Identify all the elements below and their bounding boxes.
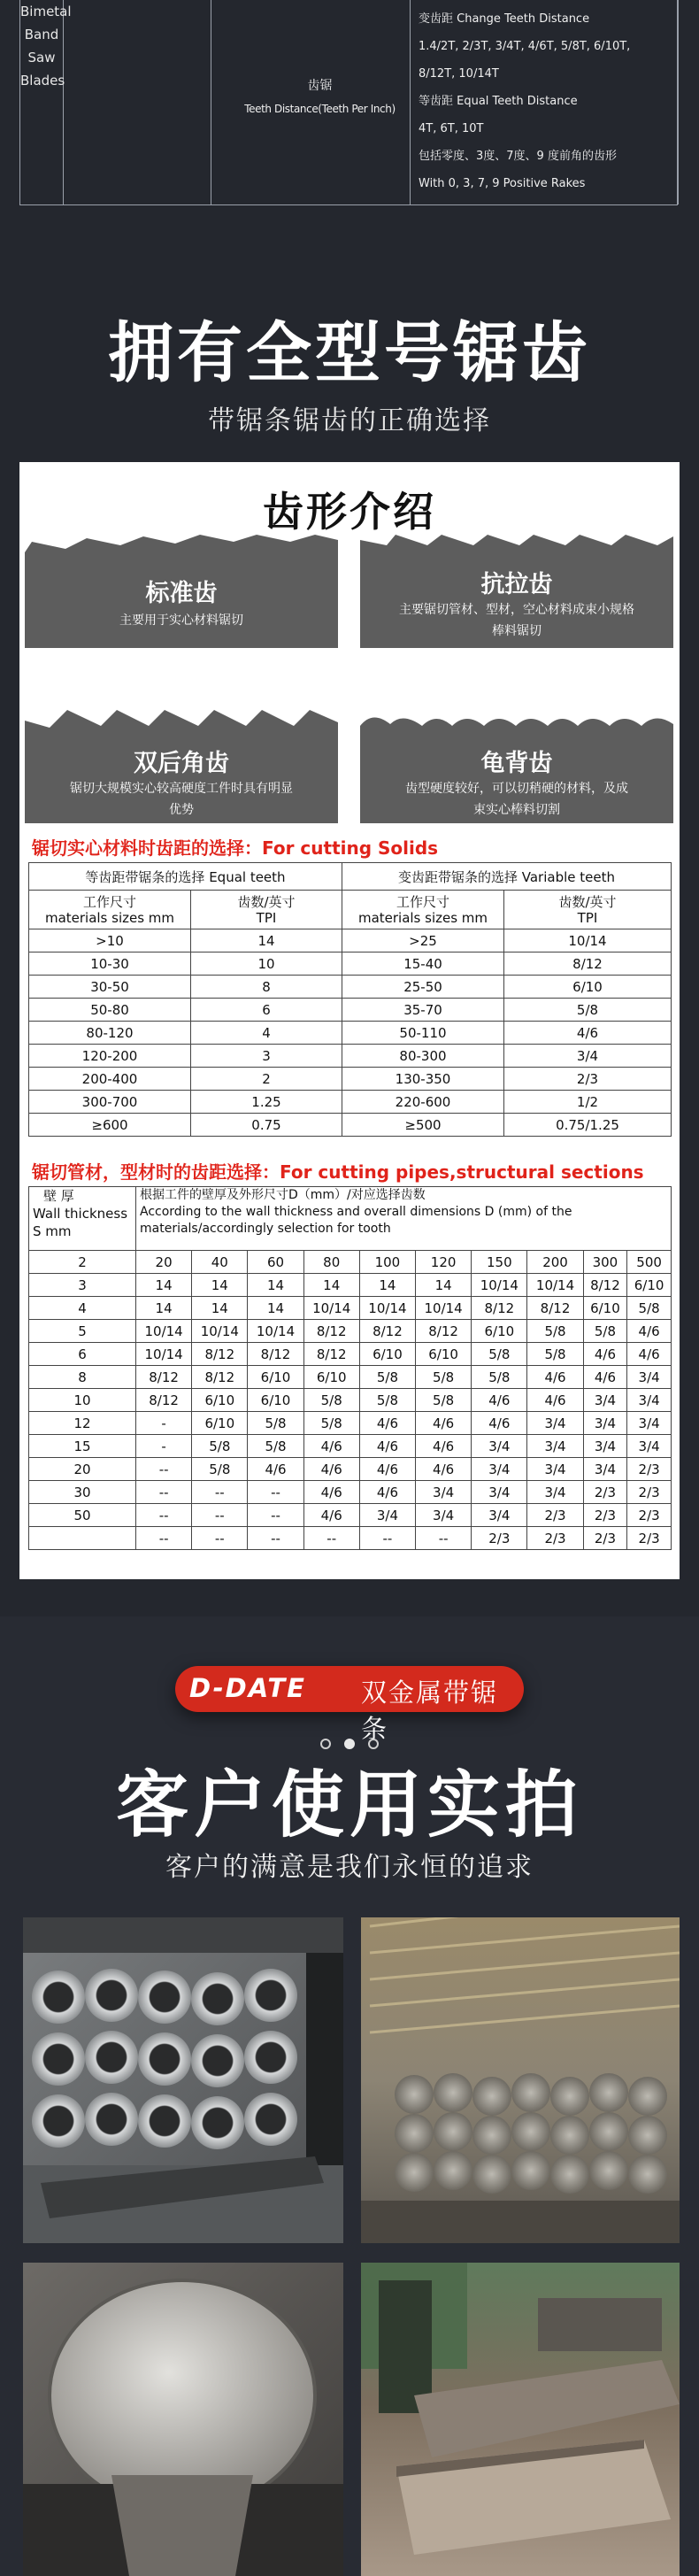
pipes-table-cell: 4/6	[359, 1412, 415, 1435]
pipes-table-cell: 2/3	[527, 1527, 583, 1550]
pipes-dimension-row	[29, 1251, 672, 1274]
photo-round-bar	[23, 2263, 343, 2576]
solids-table-cell: 10/14	[504, 929, 672, 953]
solids-table-cell: 0.75/1.25	[504, 1114, 672, 1137]
tooth-card-desc: 锯切大规模实心较高硬度工件时具有明显	[70, 782, 293, 796]
pipes-dimension-cell: 300	[583, 1251, 627, 1274]
pipes-table-cell: 5/8	[248, 1435, 303, 1458]
pipes-table-cell: 10/14	[527, 1274, 583, 1297]
pipes-table-cell: 4/6	[472, 1389, 527, 1412]
solids-table-cell: 8	[191, 976, 342, 999]
customer-photo-bars	[361, 1917, 680, 2243]
solids-table-row	[29, 1045, 672, 1068]
solids-table-cell: 80-300	[342, 1045, 504, 1068]
tooth-card-desc: 主要锯切管材、型材，空心材料成束小规格	[399, 603, 634, 617]
pipes-dimension-cell: 120	[416, 1251, 472, 1274]
wall-unit: S mm	[33, 1223, 72, 1239]
pipes-table-cell: 2/3	[627, 1527, 672, 1550]
spec-line: 1.4/2T, 2/3T, 3/4T, 4/6T, 5/8T, 6/10T,	[419, 40, 631, 53]
tooth-card-desc: 主要用于实心材料锯切	[119, 613, 243, 628]
pipes-table-cell: 8/12	[303, 1320, 359, 1343]
pipes-table-cell: 3/4	[583, 1435, 627, 1458]
pipes-table-cell: --	[192, 1527, 248, 1550]
panel-title: 齿形介绍	[263, 488, 436, 536]
pipes-table-cell: 4/6	[303, 1504, 359, 1527]
solids-heading: 锯切实心材料时齿距的选择：For cutting Solids	[32, 837, 439, 859]
pipes-table-cell: 8/12	[527, 1297, 583, 1320]
wall-cn: 壁 厚	[43, 1188, 74, 1204]
pipes-table-row	[29, 1297, 672, 1320]
tooth-card-title: 双后角齿	[134, 750, 229, 777]
pipes-table-cell: 4/6	[416, 1412, 472, 1435]
col-size-header	[342, 891, 504, 929]
pipes-table-cell: 5/8	[416, 1389, 472, 1412]
pipes-table-cell: 14	[248, 1274, 303, 1297]
pipes-table-cell: 14	[416, 1274, 472, 1297]
pipes-dimension-cell: 500	[627, 1251, 672, 1274]
tooth-card-double-relief	[25, 708, 338, 823]
pipes-wall-cell: 15	[29, 1435, 136, 1458]
solids-table-body	[29, 929, 672, 1137]
solids-table-cell: 1.25	[191, 1091, 342, 1114]
pipes-table-cell: 2/3	[627, 1481, 672, 1504]
pipes-table-row	[29, 1274, 672, 1297]
tooth-card-desc: 优势	[169, 803, 194, 817]
pipes-table-cell: --	[192, 1481, 248, 1504]
pipes-dimension-cell: 60	[248, 1251, 303, 1274]
brand-badge-logo: D-DATE	[189, 1673, 306, 1703]
solids-table-cell: 8/12	[504, 953, 672, 976]
pipes-table-cell: 2/3	[472, 1527, 527, 1550]
solids-table-cell: ≥600	[29, 1114, 191, 1137]
solids-table-cell: 80-120	[29, 1022, 191, 1045]
spec-line: 4T, 6T, 10T	[419, 122, 484, 135]
solids-table-cell: 300-700	[29, 1091, 191, 1114]
col-tpi-header	[504, 891, 672, 929]
carousel-dot-3[interactable]	[368, 1739, 379, 1749]
solids-table-cell: 35-70	[342, 999, 504, 1022]
solids-table-cell: 4/6	[504, 1022, 672, 1045]
pipes-table-cell: 6/10	[303, 1366, 359, 1389]
pipes-table-cell: 8/12	[472, 1297, 527, 1320]
pipes-table-cell: 6/10	[583, 1297, 627, 1320]
pipes-table-cell: 3/4	[627, 1366, 672, 1389]
solids-table-row	[29, 1022, 672, 1045]
pipes-dimension-cell: 40	[192, 1251, 248, 1274]
solids-table-cell: 200-400	[29, 1068, 191, 1091]
pipes-table-cell: 5/8	[303, 1412, 359, 1435]
pipes-table-cell: 8/12	[136, 1366, 192, 1389]
pipes-wall-cell: 50	[29, 1504, 136, 1527]
pipes-wall-cell: 30	[29, 1481, 136, 1504]
pipes-table-cell: -	[136, 1435, 192, 1458]
tooth-card-desc: 棒料锯切	[492, 624, 542, 638]
pipes-table-cell: 5/8	[359, 1366, 415, 1389]
pipes-table-cell: 6/10	[192, 1389, 248, 1412]
solids-table-cell: >10	[29, 929, 191, 953]
photo-pipe-bundle	[23, 1917, 343, 2243]
pipes-table-cell: 5/8	[416, 1366, 472, 1389]
solids-table-cell: 2	[191, 1068, 342, 1091]
pipes-table-cell: 6/10	[248, 1366, 303, 1389]
dimension-description	[136, 1187, 672, 1251]
col-tpi-cn: 齿数/英寸	[237, 893, 296, 910]
solids-table-row	[29, 999, 672, 1022]
pipes-table-cell: 8/12	[359, 1320, 415, 1343]
tooth-card-title: 标准齿	[145, 580, 218, 607]
spec-detail-lines	[419, 5, 684, 197]
pipes-table-cell: 2/3	[627, 1504, 672, 1527]
headline-title: 拥有全型号锯齿	[108, 315, 591, 391]
col-tpi-en: TPI	[256, 909, 277, 926]
pipes-table-cell: 2/3	[527, 1504, 583, 1527]
pipes-table-cell: 4/6	[472, 1412, 527, 1435]
pipes-table-cell: 5/8	[627, 1297, 672, 1320]
solids-table-cell: 130-350	[342, 1068, 504, 1091]
spec-divider	[63, 0, 64, 204]
pipes-table-cell: 4/6	[416, 1458, 472, 1481]
pipes-table-cell: 14	[359, 1274, 415, 1297]
pipes-table-cell: --	[303, 1527, 359, 1550]
pipes-table-cell: 14	[136, 1297, 192, 1320]
pipes-table-cell: --	[416, 1527, 472, 1550]
pipes-table-cell: 10/14	[416, 1297, 472, 1320]
solids-table-cell: >25	[342, 929, 504, 953]
solids-table-cell: 15-40	[342, 953, 504, 976]
pipes-table-cell: 8/12	[192, 1366, 248, 1389]
pipes-table-cell: 3/4	[627, 1435, 672, 1458]
pipes-table-body	[29, 1251, 672, 1550]
col-size-en: materials sizes mm	[357, 909, 488, 926]
pipes-table-cell: 3/4	[627, 1412, 672, 1435]
pipes-wall-cell: 5	[29, 1320, 136, 1343]
pipes-table-cell: 14	[192, 1274, 248, 1297]
desc-en-2: materials/accordingly selection for tooth	[140, 1222, 391, 1236]
pipes-table-cell: 6/10	[416, 1343, 472, 1366]
pipes-table-row	[29, 1458, 672, 1481]
pipes-table-cell: 10/14	[248, 1320, 303, 1343]
col-tpi-cn: 齿数/英寸	[558, 893, 617, 910]
wall-thickness-header	[29, 1187, 136, 1251]
tooth-card-title: 龟背齿	[480, 750, 553, 777]
solids-table-cell: 14	[191, 929, 342, 953]
solids-table-cell: 6	[191, 999, 342, 1022]
pipes-wall-cell: 8	[29, 1366, 136, 1389]
solids-table-cell: 4	[191, 1022, 342, 1045]
solids-table-cell: 3	[191, 1045, 342, 1068]
pipes-table-cell: 5/8	[192, 1458, 248, 1481]
pipes-table-cell: 10/14	[303, 1297, 359, 1320]
pipes-table-cell: --	[192, 1504, 248, 1527]
pipes-table-cell: 10/14	[192, 1320, 248, 1343]
carousel-dot-2-active[interactable]	[344, 1739, 355, 1749]
pipes-table-cell: 4/6	[583, 1366, 627, 1389]
pipes-table-cell: 8/12	[136, 1389, 192, 1412]
pipes-table-cell: 3/4	[527, 1458, 583, 1481]
pipes-table-cell: 4/6	[416, 1435, 472, 1458]
pipes-table-cell: 5/8	[472, 1343, 527, 1366]
pipes-table-cell: 4/6	[359, 1435, 415, 1458]
desc-en-1: According to the wall thickness and overall dimensions D (mm) of the	[140, 1205, 572, 1219]
pipes-table-row	[29, 1389, 672, 1412]
pipes-table-cell: 10/14	[359, 1297, 415, 1320]
pipes-table-cell: 6/10	[192, 1412, 248, 1435]
pipes-wall-cell: 10	[29, 1389, 136, 1412]
solids-table-cell: 120-200	[29, 1045, 191, 1068]
pipes-table-cell: 4/6	[627, 1320, 672, 1343]
pipes-table-cell: 4/6	[248, 1458, 303, 1481]
spec-name-cn: 齿锯	[307, 79, 333, 93]
spec-line: 等齿距 Equal Teeth Distance	[419, 95, 578, 108]
pipes-table-cell: 2/3	[583, 1481, 627, 1504]
pipes-table-cell: --	[136, 1458, 192, 1481]
pipes-table-cell: 3/4	[472, 1458, 527, 1481]
pipes-table-cell: 4/6	[583, 1343, 627, 1366]
pipes-table-cell: 8/12	[416, 1320, 472, 1343]
pipes-table-cell: 4/6	[527, 1389, 583, 1412]
pipes-table-cell: 5/8	[248, 1412, 303, 1435]
pipes-table-cell: 3/4	[472, 1435, 527, 1458]
pipes-table-cell: 6/10	[627, 1274, 672, 1297]
solids-table-cell: 50-80	[29, 999, 191, 1022]
equal-teeth-header: 等齿距带锯条的选择 Equal teeth	[29, 863, 342, 891]
pipes-table-row	[29, 1320, 672, 1343]
customer-photo-pipes	[23, 1917, 343, 2243]
variable-teeth-header: 变齿距带锯条的选择 Variable teeth	[342, 863, 672, 891]
pipes-table-cell: 5/8	[472, 1366, 527, 1389]
pipes-table-cell: 3/4	[583, 1458, 627, 1481]
pipes-wall-cell: 3	[29, 1274, 136, 1297]
pipes-wall-cell	[29, 1527, 136, 1550]
tooth-card-tensile	[360, 533, 673, 648]
pipes-table-cell: 3/4	[472, 1481, 527, 1504]
solids-table-row	[29, 1091, 672, 1114]
pipes-table-cell: 8/12	[583, 1274, 627, 1297]
pipes-table-cell: --	[248, 1504, 303, 1527]
pipes-table-cell: --	[359, 1527, 415, 1550]
pipes-table-cell: 4/6	[303, 1481, 359, 1504]
pipes-table-cell: 3/4	[359, 1504, 415, 1527]
spec-side-line: Band	[24, 27, 59, 42]
pipes-table-cell: 10/14	[136, 1320, 192, 1343]
solids-table-cell: 6/10	[504, 976, 672, 999]
pipes-table-cell: 3/4	[527, 1435, 583, 1458]
solids-table-row	[29, 929, 672, 953]
spec-line: 8/12T, 10/14T	[419, 67, 499, 81]
tooth-card-standard	[25, 533, 338, 648]
solids-table-cell: ≥500	[342, 1114, 504, 1137]
pipes-table-cell: --	[136, 1527, 192, 1550]
brand-badge-text: 双金属带锯条	[361, 1677, 499, 1744]
solids-table-row	[29, 1068, 672, 1091]
pipes-table-cell: 3/4	[527, 1481, 583, 1504]
pipes-table-cell: 8/12	[303, 1343, 359, 1366]
pipes-table-cell: -	[136, 1412, 192, 1435]
pipes-table-cell: 2/3	[583, 1504, 627, 1527]
pipes-table-cell: 3/4	[416, 1481, 472, 1504]
solids-table-cell: 50-110	[342, 1022, 504, 1045]
tooth-card-title: 抗拉齿	[480, 571, 553, 598]
pipes-table-cell: --	[136, 1481, 192, 1504]
solids-table-cell: 5/8	[504, 999, 672, 1022]
pipes-dimension-cell: 100	[359, 1251, 415, 1274]
spec-line: 变齿距 Change Teeth Distance	[419, 12, 590, 26]
tooth-card-desc: 齿型硬度较好，可以切稍硬的材料，及成	[405, 782, 628, 796]
carousel-dot-1[interactable]	[320, 1739, 331, 1749]
solids-table-cell: 220-600	[342, 1091, 504, 1114]
desc-cn: 根据工件的壁厚及外形尺寸D（mm）/对应选择齿数	[140, 1188, 426, 1202]
col-size-cn: 工作尺寸	[396, 893, 449, 910]
solids-table-cell: 1/2	[504, 1091, 672, 1114]
solids-table-cell: 10-30	[29, 953, 191, 976]
pipes-wall-cell: 20	[29, 1458, 136, 1481]
solids-table	[28, 862, 672, 1137]
spec-name-en: Teeth Distance(Teeth Per Inch)	[244, 103, 396, 115]
pipes-table-cell: 4/6	[359, 1481, 415, 1504]
pipes-wall-cell: 4	[29, 1297, 136, 1320]
pipes-table-row	[29, 1412, 672, 1435]
pipes-table-cell: 3/4	[583, 1389, 627, 1412]
pipes-table-cell: 10/14	[136, 1343, 192, 1366]
pipes-dimension-cell: 80	[303, 1251, 359, 1274]
customer-subtitle: 客户的满意是我们永恒的追求	[165, 1852, 534, 1883]
pipes-table-cell: 3/4	[472, 1504, 527, 1527]
pipes-table-row	[29, 1343, 672, 1366]
spec-line: 包括零度、3度、7度、9 度前角的齿形	[419, 150, 617, 163]
spec-table	[19, 0, 678, 205]
tooth-card-hump-back	[360, 708, 673, 823]
solids-table-row	[29, 1114, 672, 1137]
pipes-dimension-cell: 200	[527, 1251, 583, 1274]
customer-photo-round-cut	[23, 2263, 343, 2576]
pipes-table-cell: 4/6	[303, 1435, 359, 1458]
pipes-table-cell: 3/4	[416, 1504, 472, 1527]
pipes-table	[28, 1186, 672, 1550]
pipes-table-cell: 3/4	[583, 1412, 627, 1435]
pipes-table-cell: 6/10	[248, 1389, 303, 1412]
photo-workshop	[361, 2263, 680, 2576]
pipes-table-cell: 4/6	[527, 1366, 583, 1389]
spec-side-line: Blades	[20, 73, 65, 89]
pipes-table-cell: 4/6	[627, 1343, 672, 1366]
brand-badge	[175, 1666, 524, 1744]
pipes-table-row	[29, 1527, 672, 1550]
pipes-table-cell: --	[248, 1527, 303, 1550]
spec-side-line: Bimetal	[20, 4, 72, 19]
pipes-dimension-cell: 2	[29, 1251, 136, 1274]
pipes-table-cell: --	[136, 1504, 192, 1527]
pipes-dimension-cell: 20	[136, 1251, 192, 1274]
spec-side-line: Saw	[27, 50, 56, 66]
tooth-card-desc: 束实心棒料切割	[473, 803, 560, 817]
solids-table-row	[29, 953, 672, 976]
spec-line: With 0, 3, 7, 9 Positive Rakes	[419, 177, 586, 190]
pipes-table-cell: 14	[192, 1297, 248, 1320]
headline-subtitle: 带锯条锯齿的正确选择	[208, 405, 491, 436]
solids-table-cell: 30-50	[29, 976, 191, 999]
pipes-dimension-cell: 150	[472, 1251, 527, 1274]
col-size-en: materials sizes mm	[44, 909, 175, 926]
pipes-table-cell: 8/12	[192, 1343, 248, 1366]
solids-table-cell: 3/4	[504, 1045, 672, 1068]
pipes-table-cell: 5/8	[303, 1389, 359, 1412]
pipes-table-cell: 2/3	[583, 1527, 627, 1550]
col-tpi-en: TPI	[577, 909, 598, 926]
pipes-table-cell: 5/8	[583, 1320, 627, 1343]
pipes-table-cell: 3/4	[627, 1389, 672, 1412]
pipes-table-cell: 4/6	[303, 1458, 359, 1481]
pipes-heading: 锯切管材，型材时的齿距选择：For cutting pipes,structural sections	[32, 1161, 644, 1183]
pipes-table-cell: 5/8	[192, 1435, 248, 1458]
pipes-wall-cell: 12	[29, 1412, 136, 1435]
pipes-table-cell: 5/8	[527, 1320, 583, 1343]
solids-table-cell: 0.75	[191, 1114, 342, 1137]
pipes-table-cell: 14	[136, 1274, 192, 1297]
pipes-table-cell: 2/3	[627, 1458, 672, 1481]
customer-title: 客户使用实拍	[115, 1763, 583, 1847]
pipes-table-cell: 5/8	[527, 1343, 583, 1366]
customer-photo-workshop	[361, 2263, 680, 2576]
col-tpi-header	[191, 891, 342, 929]
pipes-table-cell: 5/8	[359, 1389, 415, 1412]
pipes-table-cell: 8/12	[248, 1343, 303, 1366]
solids-table-cell: 2/3	[504, 1068, 672, 1091]
solids-table-cell: 10	[191, 953, 342, 976]
pipes-table-cell: 6/10	[472, 1320, 527, 1343]
photo-steel-bars	[361, 1917, 680, 2243]
pipes-table-cell: 10/14	[472, 1274, 527, 1297]
pipes-table-cell: 6/10	[359, 1343, 415, 1366]
col-size-header	[29, 891, 191, 929]
spec-side-label	[20, 0, 72, 92]
col-size-cn: 工作尺寸	[82, 893, 136, 910]
pipes-table-cell: 14	[303, 1274, 359, 1297]
pipes-table-row	[29, 1435, 672, 1458]
wall-en: Wall thickness	[33, 1206, 128, 1222]
pipes-table-cell: --	[248, 1481, 303, 1504]
pipes-table-cell: 4/6	[359, 1458, 415, 1481]
pipes-table-row	[29, 1366, 672, 1389]
tooth-panel	[19, 462, 680, 1579]
pipes-table-row	[29, 1481, 672, 1504]
pipes-table-row	[29, 1504, 672, 1527]
pipes-wall-cell: 6	[29, 1343, 136, 1366]
solids-table-cell: 25-50	[342, 976, 504, 999]
pipes-table-cell: 3/4	[527, 1412, 583, 1435]
pipes-table-cell: 14	[248, 1297, 303, 1320]
solids-table-row	[29, 976, 672, 999]
